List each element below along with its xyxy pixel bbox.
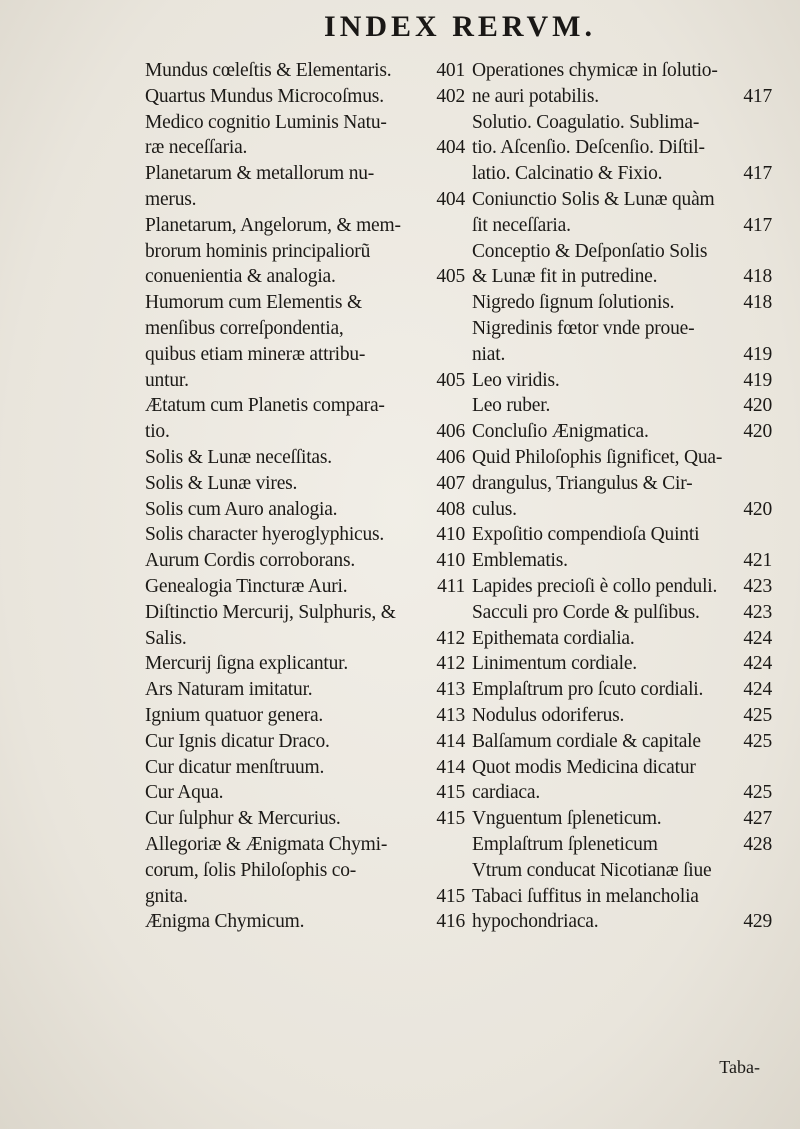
index-entry-text: Epithemata cordialia. bbox=[472, 627, 635, 649]
index-entry-page: 418 bbox=[743, 266, 772, 288]
index-entry-page: 417 bbox=[743, 214, 772, 236]
index-entry-page: 410 bbox=[436, 524, 465, 546]
index-entry bbox=[472, 651, 772, 677]
index-entry bbox=[472, 239, 772, 291]
index-entry-page: 419 bbox=[743, 343, 772, 365]
index-entry-text: Mundus cœleſtis & Elementaris. bbox=[145, 60, 392, 81]
index-entry-text: Nigredinis fœtor vnde proue- niat. bbox=[472, 317, 695, 365]
index-entry-page: 427 bbox=[743, 808, 772, 830]
index-entry-page: 420 bbox=[743, 498, 772, 520]
index-entry bbox=[145, 497, 465, 523]
index-entry-page: 405 bbox=[436, 369, 465, 391]
index-entry-text: Solis cum Auro analogia. bbox=[145, 498, 338, 520]
index-entry-text: Cur dicatur menſtruum. bbox=[145, 756, 325, 778]
index-entry bbox=[145, 574, 465, 600]
index-column-left bbox=[145, 58, 465, 935]
index-entry-page: 412 bbox=[436, 653, 465, 675]
index-entry bbox=[145, 729, 465, 755]
index-entry-page: 420 bbox=[743, 395, 772, 417]
page-title: INDEX RERVM. bbox=[324, 10, 596, 43]
index-entry-page: 421 bbox=[743, 550, 772, 572]
index-entry bbox=[472, 600, 772, 626]
index-entry-text: Ignium quatuor genera. bbox=[145, 704, 324, 726]
index-entry-page: 418 bbox=[743, 292, 772, 314]
index-entry-text: Emplaſtrum pro ſcuto cordiali. bbox=[472, 679, 704, 701]
index-entry-page: 415 bbox=[436, 808, 465, 830]
index-entry-page: 429 bbox=[743, 911, 772, 933]
index-entry-page: 424 bbox=[743, 679, 772, 701]
index-entry bbox=[472, 316, 772, 368]
index-entry bbox=[472, 290, 772, 316]
index-entry-text: Planetarum, Angelorum, & mem- brorum hominis principaliorũ conuenientia & analogia. bbox=[145, 214, 401, 288]
index-entry-text: Humorum cum Elementis & menſibus correſpondentia, quibus etiam mineræ attribu- untur. bbox=[145, 292, 366, 391]
index-entry-page: 425 bbox=[743, 704, 772, 726]
index-entry bbox=[145, 780, 465, 806]
index-entry bbox=[145, 393, 465, 445]
index-entry bbox=[145, 522, 465, 548]
index-entry-text: Aurum Cordis corroborans. bbox=[145, 550, 356, 572]
index-entry-text: Cur Ignis dicatur Draco. bbox=[145, 730, 330, 752]
index-entry bbox=[145, 161, 465, 213]
index-entry-text: Lapides precioſi è collo penduli. bbox=[472, 575, 718, 597]
index-entry-text: Allegoriæ & Ænigmata Chymi- corum, ſolis Philoſophis co- gnita. bbox=[145, 833, 388, 907]
index-entry bbox=[472, 58, 772, 110]
index-entry bbox=[145, 677, 465, 703]
index-entry-page: 423 bbox=[743, 601, 772, 623]
index-entry bbox=[145, 213, 465, 290]
index-entry-page: 404 bbox=[436, 137, 465, 159]
index-entry-text: Leo ruber. bbox=[472, 395, 551, 417]
index-entry bbox=[145, 110, 465, 162]
index-entry-page: 417 bbox=[743, 85, 772, 107]
index-entry bbox=[472, 445, 772, 522]
index-entry-page: 406 bbox=[436, 446, 465, 468]
index-entry bbox=[472, 703, 772, 729]
index-entry bbox=[472, 677, 772, 703]
index-entry-text: Sacculi pro Corde & pulſibus. bbox=[472, 601, 700, 623]
index-entry-page: 401 bbox=[436, 60, 465, 81]
index-entry-text: Conceptio & Deſponſatio Solis & Lunæ fit in putredine. bbox=[472, 240, 708, 288]
index-entry bbox=[472, 368, 772, 394]
index-entry bbox=[472, 755, 772, 807]
index-entry-page: 425 bbox=[743, 782, 772, 804]
index-entry-text: Vtrum conducat Nicotianæ ſiue Tabaci ſuffitus in melancholia hypochondriaca. bbox=[472, 859, 712, 933]
index-entry bbox=[472, 626, 772, 652]
index-entry bbox=[472, 729, 772, 755]
index-entry-page: 415 bbox=[436, 782, 465, 804]
index-entry bbox=[145, 471, 465, 497]
index-entry-text: Balſamum cordiale & capitale bbox=[472, 730, 701, 752]
index-entry bbox=[472, 110, 772, 187]
index-entry bbox=[145, 445, 465, 471]
index-entry-text: Genealogia Tincturæ Auri. bbox=[145, 575, 348, 597]
index-entry-text: Cur Aqua. bbox=[145, 782, 224, 804]
index-entry bbox=[472, 393, 772, 419]
index-entry bbox=[145, 703, 465, 729]
index-entry-page: 412 bbox=[436, 627, 465, 649]
index-entry-page: 413 bbox=[436, 679, 465, 701]
index-entry-page: 424 bbox=[743, 653, 772, 675]
index-entry bbox=[145, 651, 465, 677]
index-entry-text: Vnguentum ſpleneticum. bbox=[472, 808, 662, 830]
index-entry-text: Linimentum cordiale. bbox=[472, 653, 637, 675]
index-entry bbox=[472, 858, 772, 935]
index-entry-text: Emplaſtrum ſpleneticum bbox=[472, 833, 658, 855]
index-entry-text: Ars Naturam imitatur. bbox=[145, 679, 313, 701]
index-entry-text: Leo viridis. bbox=[472, 369, 560, 391]
index-entry-text: Cur ſulphur & Mercurius. bbox=[145, 808, 341, 830]
index-entry-text: Solutio. Coagulatio. Sublima- tio. Aſcenſio. Deſcenſio. Diſtil- latio. Calcinatio & Fixio. bbox=[472, 111, 705, 185]
index-entry-text: Expoſitio compendioſa Quinti Emblematis. bbox=[472, 524, 700, 572]
index-entry-page: 404 bbox=[436, 188, 465, 210]
index-entry-text: Solis character hyeroglyphicus. bbox=[145, 524, 385, 546]
index-entry-text: Ætatum cum Planetis compara- tio. bbox=[145, 395, 385, 443]
index-entry bbox=[145, 832, 465, 909]
index-entry-text: Ænigma Chymicum. bbox=[145, 911, 305, 933]
index-entry-text: Quot modis Medicina dicatur cardiaca. bbox=[472, 756, 696, 804]
index-entry-page: 410 bbox=[436, 550, 465, 572]
index-entry-text: Planetarum & metallorum nu- merus. bbox=[145, 163, 375, 210]
index-entry-page: 417 bbox=[743, 163, 772, 185]
index-entry-page: 423 bbox=[743, 575, 772, 597]
index-entry bbox=[472, 419, 772, 445]
index-entry-page: 408 bbox=[436, 498, 465, 520]
index-entry-page: 419 bbox=[743, 369, 772, 391]
index-entry-page: 414 bbox=[436, 756, 465, 778]
index-entry bbox=[145, 58, 465, 84]
index-entry bbox=[472, 574, 772, 600]
index-entry-text: Quid Philoſophis ſignificet, Qua- drangulus, Triangulus & Cir- culus. bbox=[472, 446, 723, 520]
index-entry-page: 405 bbox=[436, 266, 465, 288]
index-entry-page: 428 bbox=[743, 833, 772, 855]
index-entry-text: Nodulus odoriferus. bbox=[472, 704, 625, 726]
index-entry bbox=[145, 290, 465, 393]
index-entry bbox=[145, 548, 465, 574]
catchword: Taba- bbox=[719, 1057, 760, 1077]
index-entry bbox=[145, 755, 465, 781]
index-entry-page: 415 bbox=[436, 885, 465, 907]
index-entry-page: 416 bbox=[436, 911, 465, 933]
index-entry bbox=[145, 909, 465, 935]
index-entry-text: Solis & Lunæ vires. bbox=[145, 472, 298, 494]
index-entry bbox=[472, 522, 772, 574]
index-entry-page: 407 bbox=[436, 472, 465, 494]
index-entry bbox=[472, 832, 772, 858]
index-entry-page: 414 bbox=[436, 730, 465, 752]
index-entry bbox=[472, 806, 772, 832]
index-entry-text: Solis & Lunæ neceſſitas. bbox=[145, 446, 332, 468]
index-entry bbox=[145, 84, 465, 110]
index-entry-page: 413 bbox=[436, 704, 465, 726]
index-entry-text: Mercurij ſigna explicantur. bbox=[145, 653, 349, 675]
index-entry-page: 424 bbox=[743, 627, 772, 649]
index-column-right bbox=[472, 58, 772, 935]
index-entry-page: 406 bbox=[436, 421, 465, 443]
index-entry-page: 402 bbox=[436, 85, 465, 107]
index-entry-page: 411 bbox=[437, 575, 465, 597]
index-entry bbox=[145, 600, 465, 652]
index-entry-page: 420 bbox=[743, 421, 772, 443]
index-entry-text: Nigredo ſignum ſolutionis. bbox=[472, 292, 675, 314]
index-entry-text: Diſtinctio Mercurij, Sulphuris, & Salis. bbox=[145, 601, 396, 649]
index-entry bbox=[472, 187, 772, 239]
index-entry-page: 425 bbox=[743, 730, 772, 752]
index-entry-text: Quartus Mundus Microcoſmus. bbox=[145, 85, 384, 107]
index-entry-text: Medico cognitio Luminis Natu- ræ neceſſaria. bbox=[145, 111, 387, 159]
index-entry bbox=[145, 806, 465, 832]
index-entry-text: Concluſio Ænigmatica. bbox=[472, 421, 649, 443]
index-entry-text: Coniunctio Solis & Lunæ quàm ſit neceſſaria. bbox=[472, 188, 715, 236]
index-entry-text: Operationes chymicæ in ſolutio- ne auri potabilis. bbox=[472, 60, 718, 107]
